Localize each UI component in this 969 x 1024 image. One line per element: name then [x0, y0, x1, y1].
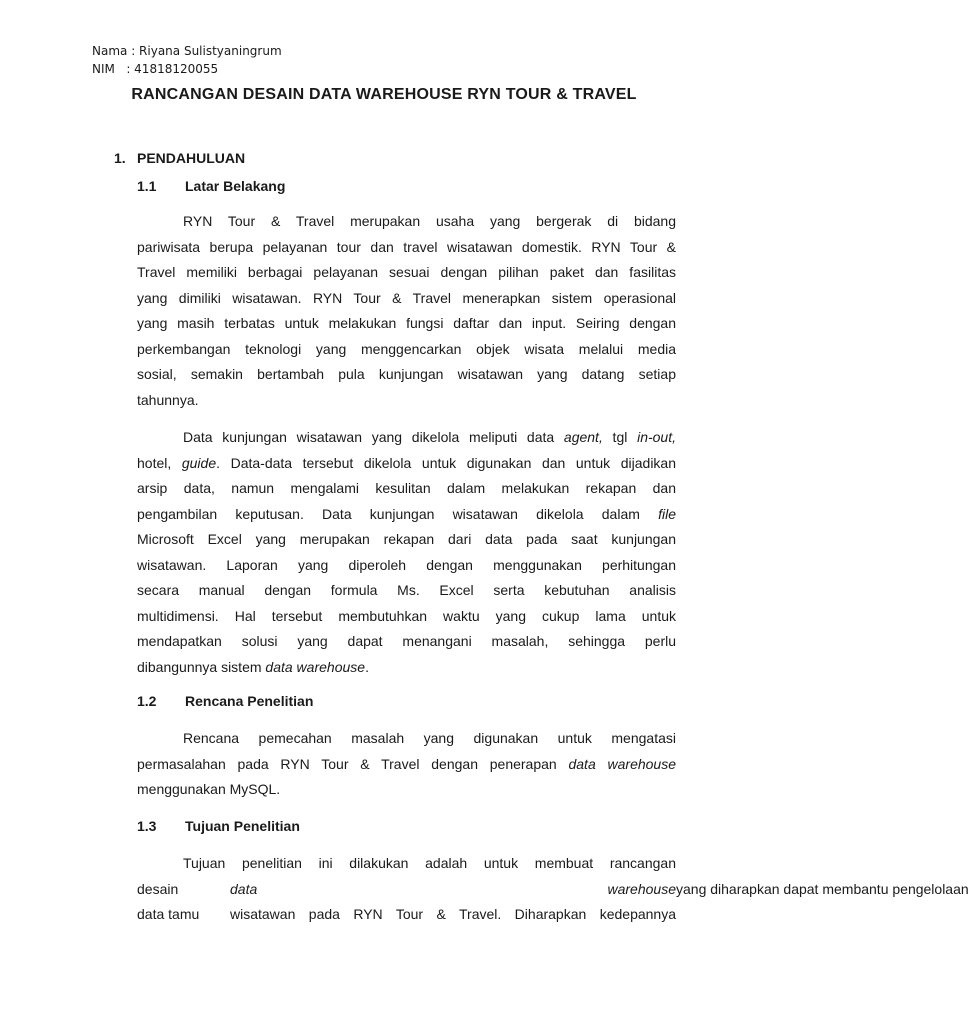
subsection-heading-tujuan-penelitian — [137, 818, 300, 834]
paragraph-line: dibangunnya sistem data warehouse. — [137, 658, 369, 675]
subsection-title: Rencana Penelitian — [185, 693, 314, 709]
subsection-number: 1.1 — [137, 178, 157, 194]
paragraph-line: Data kunjungan wisatawan yang dikelola meliputi data agent, tgl in-out, — [183, 429, 676, 445]
section-heading-pendahuluan — [114, 150, 245, 166]
paragraph-line: wisatawan. Laporan yang diperoleh dengan menggunakan perhitungan — [137, 556, 676, 573]
paragraph-rencana-penelitian — [137, 726, 676, 803]
paragraph-tujuan-penelitian — [137, 851, 676, 877]
paragraph-line: perkembangan teknologi yang menggencarkan objek wisata melalui media — [137, 340, 676, 357]
paragraph-line: secara manual dengan formula Ms. Excel serta kebutuhan analisis — [137, 582, 676, 598]
author-name: Nama : Riyana Sulistyaningrum — [92, 44, 282, 58]
subsection-title: Latar Belakang — [185, 178, 286, 194]
paragraph-line: multidimensi. Hal tersebut membutuhkan waktu yang cukup lama untuk — [137, 607, 676, 624]
subsection-title: Tujuan Penelitian — [185, 818, 300, 834]
paragraph-line: yang masih terbatas untuk melakukan fungsi daftar dan input. Seiring dengan — [137, 315, 676, 331]
paragraph-line: pengambilan keputusan. Data kunjungan wisatawan dikelola dalam file — [137, 505, 676, 522]
paragraph-line: Tujuan penelitian ini dilakukan adalah untuk membuat rancangan — [183, 855, 676, 871]
paragraph-line: hotel, guide. Data-data tersebut dikelola untuk digunakan dan untuk dijadikan — [137, 454, 677, 471]
author-info — [92, 42, 282, 78]
subsection-heading-rencana-penelitian — [137, 693, 313, 709]
subsection-heading-latar-belakang — [137, 178, 285, 194]
paragraph-line: Travel memiliki berbagai pelayanan sesuai dengan pilihan paket dan fasilitas — [137, 264, 676, 280]
paragraph-line: tahunnya. — [137, 391, 199, 408]
section-number: 1. — [114, 150, 126, 166]
paragraph-line: arsip data, namun mengalami kesulitan dalam melakukan rekapan dan — [137, 480, 676, 496]
paragraph-latar-belakang-1 — [137, 209, 676, 413]
paragraph-line: menggunakan MySQL. — [137, 781, 281, 797]
paragraph-line: pariwisata berupa pelayanan tour dan travel wisatawan domestik. RYN Tour & — [137, 238, 676, 255]
paragraph-line: Microsoft Excel yang merupakan rekapan dari data pada saat kunjungan — [137, 531, 676, 547]
document-title: RANCANGAN DESAIN DATA WAREHOUSE RYN TOUR & TRAVEL — [131, 86, 637, 103]
paragraph-line: data tamu wisatawan pada RYN Tour & Travel. Diharapkan kedepannya — [137, 906, 676, 922]
section-title: PENDAHULUAN — [137, 150, 246, 166]
paragraph-latar-belakang-2 — [137, 425, 676, 680]
author-nim: NIM : 41818120055 — [92, 62, 219, 76]
paragraph-line: permasalahan pada RYN Tour & Travel dengan penerapan data warehouse — [137, 755, 676, 772]
paragraph-line: RYN Tour & Travel merupakan usaha yang bergerak di bidang — [183, 213, 676, 229]
paragraph-line: Rencana pemecahan masalah yang digunakan untuk mengatasi — [183, 730, 676, 746]
subsection-number: 1.2 — [137, 693, 157, 709]
subsection-number: 1.3 — [137, 818, 157, 834]
paragraph-line: yang dimiliki wisatawan. RYN Tour & Travel menerapkan sistem operasional — [137, 289, 676, 306]
paragraph-line: mendapatkan solusi yang dapat menangani masalah, sehingga perlu — [137, 633, 676, 649]
paragraph-line: desain data warehouse yang diharapkan dapat membantu pengelolaan — [137, 881, 969, 897]
paragraph-line: sosial, semakin bertambah pula kunjungan wisatawan yang datang setiap — [137, 366, 676, 382]
